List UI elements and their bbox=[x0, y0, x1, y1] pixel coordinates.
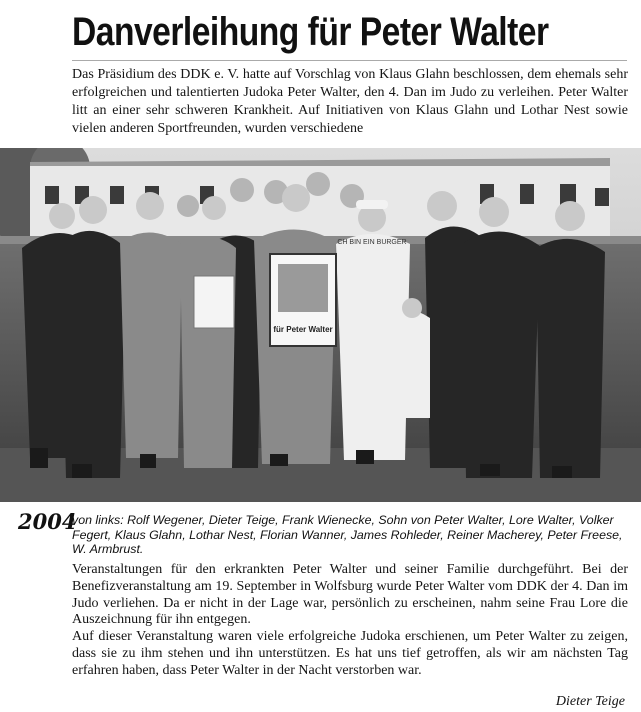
certificate-text: für Peter Walter bbox=[273, 325, 333, 334]
group-photo bbox=[0, 148, 641, 502]
caption-year: 2004 bbox=[18, 509, 77, 534]
body-paragraph-2: Auf dieser Veranstaltung waren viele erfolgreiche Judoka erschienen, um Peter Walter zu zeigen, dass sie zu ihm stehen und ihn unterstützen. Es hat uns tief getroffen, als wir am nächsten Tag erfahren haben, dass Peter Walter in der Nacht verstorben war. bbox=[72, 629, 628, 678]
intro-paragraph: Das Präsidium des DDK e. V. hatte auf Vorschlag von Klaus Glahn beschlossen, dem ehemals sehr erfolgreichen und talentierten Judoka Peter Walter, den 4. Dan im Judo zu verleihen. Peter Walter litt an einer sehr schweren Krankheit. Auf Initiativen von Klaus Glahn und Lothar Nest sowie vielen anderen Sportfreunden, wurden verschiedene bbox=[72, 67, 628, 136]
author-signature: Dieter Teige bbox=[555, 694, 625, 709]
photo-caption: von links: Rolf Wegener, Dieter Teige, Frank Wienecke, Sohn von Peter Walter, Lore Walter, Volker Fegert, Klaus Glahn, Lothar Nest, Florian Wanner, James Rohleder, Reiner Macherey, Peter Freese, W. Armbrust. bbox=[72, 513, 623, 556]
article-title: Danverleihung für Peter Walter bbox=[72, 10, 549, 54]
shirt-print: CH BIN EIN BURGER bbox=[337, 239, 407, 246]
article-body bbox=[72, 562, 628, 680]
newspaper bbox=[194, 276, 234, 328]
title-rule bbox=[72, 60, 627, 61]
body-paragraph-1: Veranstaltungen für den erkrankten Peter Walter und seiner Familie durchgeführt. Bei der Benefizveranstaltung am 19. September in Wolfsburg wurde Peter Walter vom DDK der 4. Dan im Judo verliehen. Da er nicht in der Lage war, persönlich zu erscheinen, nahm seine Frau Lore die Auszeichnung für ihn entgegen. bbox=[72, 562, 628, 628]
